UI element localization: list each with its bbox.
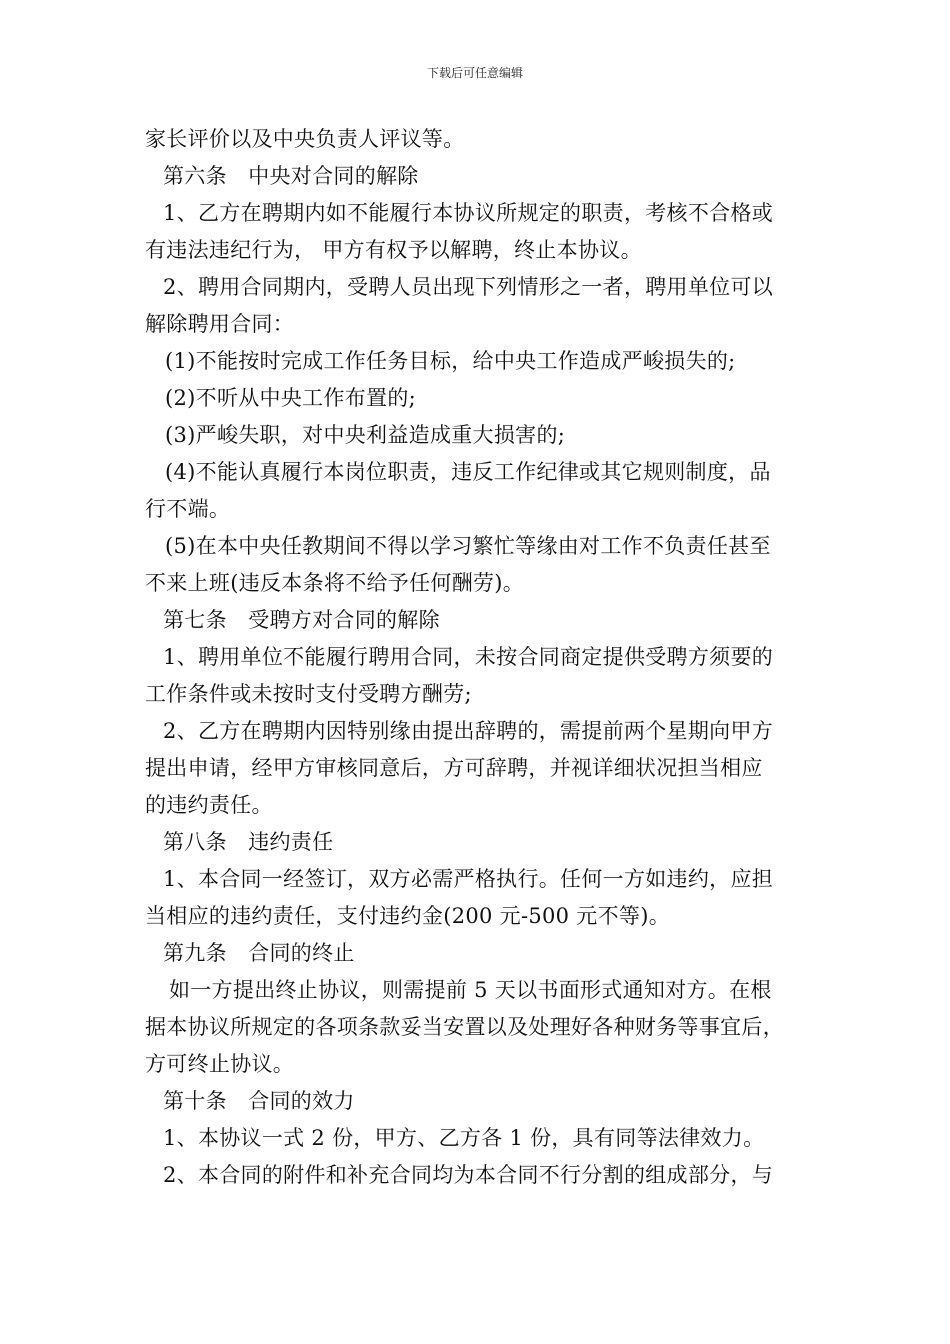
list-item: (1)不能按时完成工作任务目标，给中央工作造成严峻损失的; [165, 349, 736, 373]
body-line: 有违法违纪行为， 甲方有权予以解聘，终止本协议。 [145, 238, 642, 262]
body-line: 当相应的违约责任，支付违约金(200 元-500 元不等)。 [145, 904, 670, 928]
list-item: (3)严峻失职，对中央利益造成重大损害的; [165, 423, 566, 447]
clause-line: 如一方提出终止协议，则需提前 5 天以书面形式通知对方。在根 [169, 978, 772, 1002]
clause-line: 1、本协议一式 2 份，甲方、乙方各 1 份，具有同等法律效力。 [163, 1126, 765, 1150]
page-header: 下载后可任意编辑 [426, 66, 523, 80]
clause-line: 2、聘用合同期内，受聘人员出现下列情形之一者，聘用单位可以 [163, 275, 774, 299]
body-line: 方可终止协议。 [145, 1052, 295, 1076]
list-item: (4)不能认真履行本岗位职责，违反工作纪律或其它规则制度，品 [165, 460, 771, 484]
section-heading: 第六条 中央对合同的解除 [163, 164, 419, 188]
clause-line: 1、乙方在聘期内如不能履行本协议所规定的职责，考核不合格或 [163, 201, 774, 225]
body-line: 工作条件或未按时支付受聘方酬劳; [145, 682, 472, 706]
body-line: 行不端。 [145, 497, 231, 521]
clause-line: 2、乙方在聘期内因特别缘由提出辞聘的，需提前两个星期向甲方 [163, 719, 774, 743]
body-line: 解除聘用合同： [145, 312, 295, 336]
section-heading: 第八条 违约责任 [163, 830, 334, 854]
document-body [145, 121, 825, 1194]
section-heading: 第十条 合同的效力 [163, 1089, 355, 1113]
body-line: 的违约责任。 [145, 793, 273, 817]
clause-line: 1、本合同一经签订，双方必需严格执行。任何一方如违约，应担 [163, 867, 774, 891]
body-line: 据本协议所规定的各项条款妥当安置以及处理好各种财务等事宜后， [145, 1015, 784, 1039]
list-item: (5)在本中央任教期间不得以学习繁忙等缘由对工作不负责任甚至 [165, 534, 771, 558]
clause-line: 2、本合同的附件和补充合同均为本合同不行分割的组成部分，与 [163, 1163, 774, 1187]
clause-line: 1、聘用单位不能履行聘用合同，未按合同商定提供受聘方须要的 [163, 645, 774, 669]
body-line: 不来上班(违反本条将不给予任何酬劳)。 [145, 571, 525, 595]
list-item: (2)不听从中央工作布置的; [165, 386, 417, 410]
section-heading: 第七条 受聘方对合同的解除 [163, 608, 440, 632]
body-line: 家长评价以及中央负责人评议等。 [145, 127, 465, 151]
section-heading: 第九条 合同的终止 [163, 941, 355, 965]
body-line: 提出申请，经甲方审核同意后，方可辞聘，并视详细状况担当相应 [145, 756, 763, 780]
